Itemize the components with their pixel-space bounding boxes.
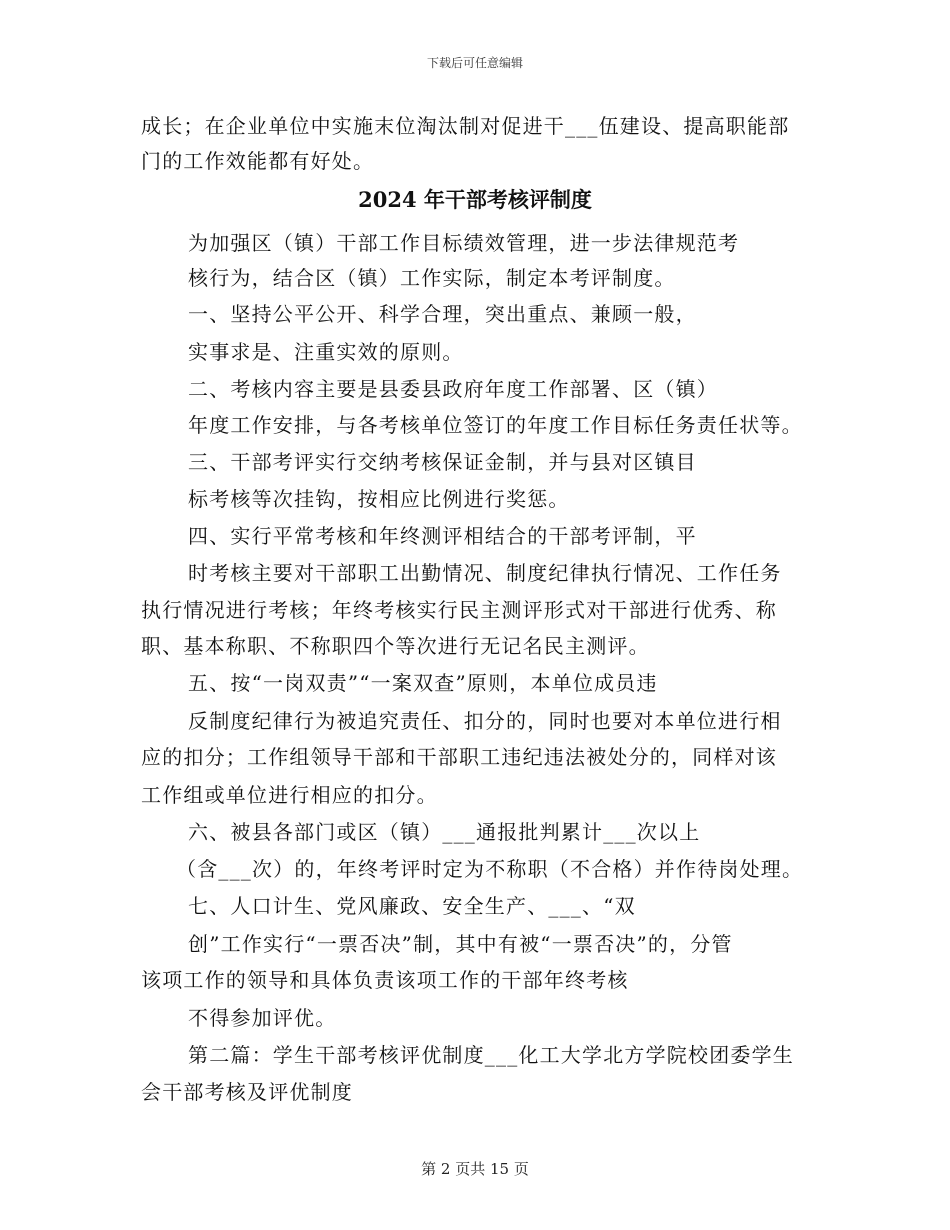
paragraph-line: 五、按“一岗双责”“一案双查”原则，本单位成员违: [188, 671, 658, 695]
paragraph-line: 不得参加评优。: [188, 1006, 337, 1030]
paragraph-line: 该项工作的领导和具体负责该项工作的干部年终考核: [141, 968, 629, 992]
page-header: 下载后可任意编辑: [426, 56, 523, 70]
page-footer: 第 2 页共 15 页: [421, 1160, 529, 1178]
paragraph-line: 执行情况进行考核；年终考核实行民主测评形式对干部进行优秀、称: [141, 598, 777, 622]
paragraph-line: 七、人口计生、党风廉政、安全生产、___、“双: [188, 894, 636, 918]
paragraph-line: 门的工作效能都有好处。: [141, 149, 375, 173]
paragraph-line: 第二篇：学生干部考核评优制度___化工大学北方学院校团委学生: [188, 1043, 794, 1067]
paragraph-line: 应的扣分；工作组领导干部和干部职工违纪违法被处分的，同样对该: [141, 745, 777, 769]
paragraph-line: 三、干部考评实行交纳考核保证金制，并与县对区镇目: [188, 450, 697, 474]
paragraph-line: 工作组或单位进行相应的扣分。: [141, 783, 438, 807]
paragraph-line: 二、考核内容主要是县委县政府年度工作部署、区（镇）: [188, 377, 718, 401]
section-title: 2024 年干部考核评制度: [358, 187, 592, 212]
paragraph-line: 四、实行平常考核和年终测评相结合的干部考评制，平: [188, 524, 697, 548]
paragraph-line: 实事求是、注重实效的原则。: [188, 340, 464, 364]
paragraph-line: 年度工作安排，与各考核单位签订的年度工作目标任务责任状等。: [188, 413, 803, 437]
paragraph-line: 六、被县各部门或区（镇）___通报批判累计___次以上: [188, 820, 701, 844]
paragraph-line: 创”工作实行“一票否决”制，其中有被“一票否决”的，分管: [188, 932, 733, 956]
paragraph-line: 职、基本称职、不称职四个等次进行无记名民主测评。: [141, 634, 650, 658]
paragraph-line: 会干部考核及评优制度: [141, 1080, 353, 1104]
paragraph-line: 一、坚持公平公开、科学合理，突出重点、兼顾一般，: [188, 302, 697, 326]
paragraph-line: 时考核主要对干部职工出勤情况、制度纪律执行情况、工作任务: [188, 561, 782, 585]
paragraph-line: 标考核等次挂钩，按相应比例进行奖惩。: [188, 487, 570, 511]
paragraph-line: （含___次）的，年终考评时定为不称职（不合格）并作待岗处理。: [176, 857, 804, 881]
paragraph-line: 为加强区（镇）干部工作目标绩效管理，进一步法律规范考: [188, 231, 740, 255]
paragraph-line: 反制度纪律行为被追究责任、扣分的，同时也要对本单位进行相: [188, 709, 782, 733]
paragraph-line: 核行为，结合区（镇）工作实际，制定本考评制度。: [188, 266, 676, 290]
paragraph-line: 成长；在企业单位中实施末位淘汰制对促进干___伍建设、提高职能部: [141, 114, 790, 138]
